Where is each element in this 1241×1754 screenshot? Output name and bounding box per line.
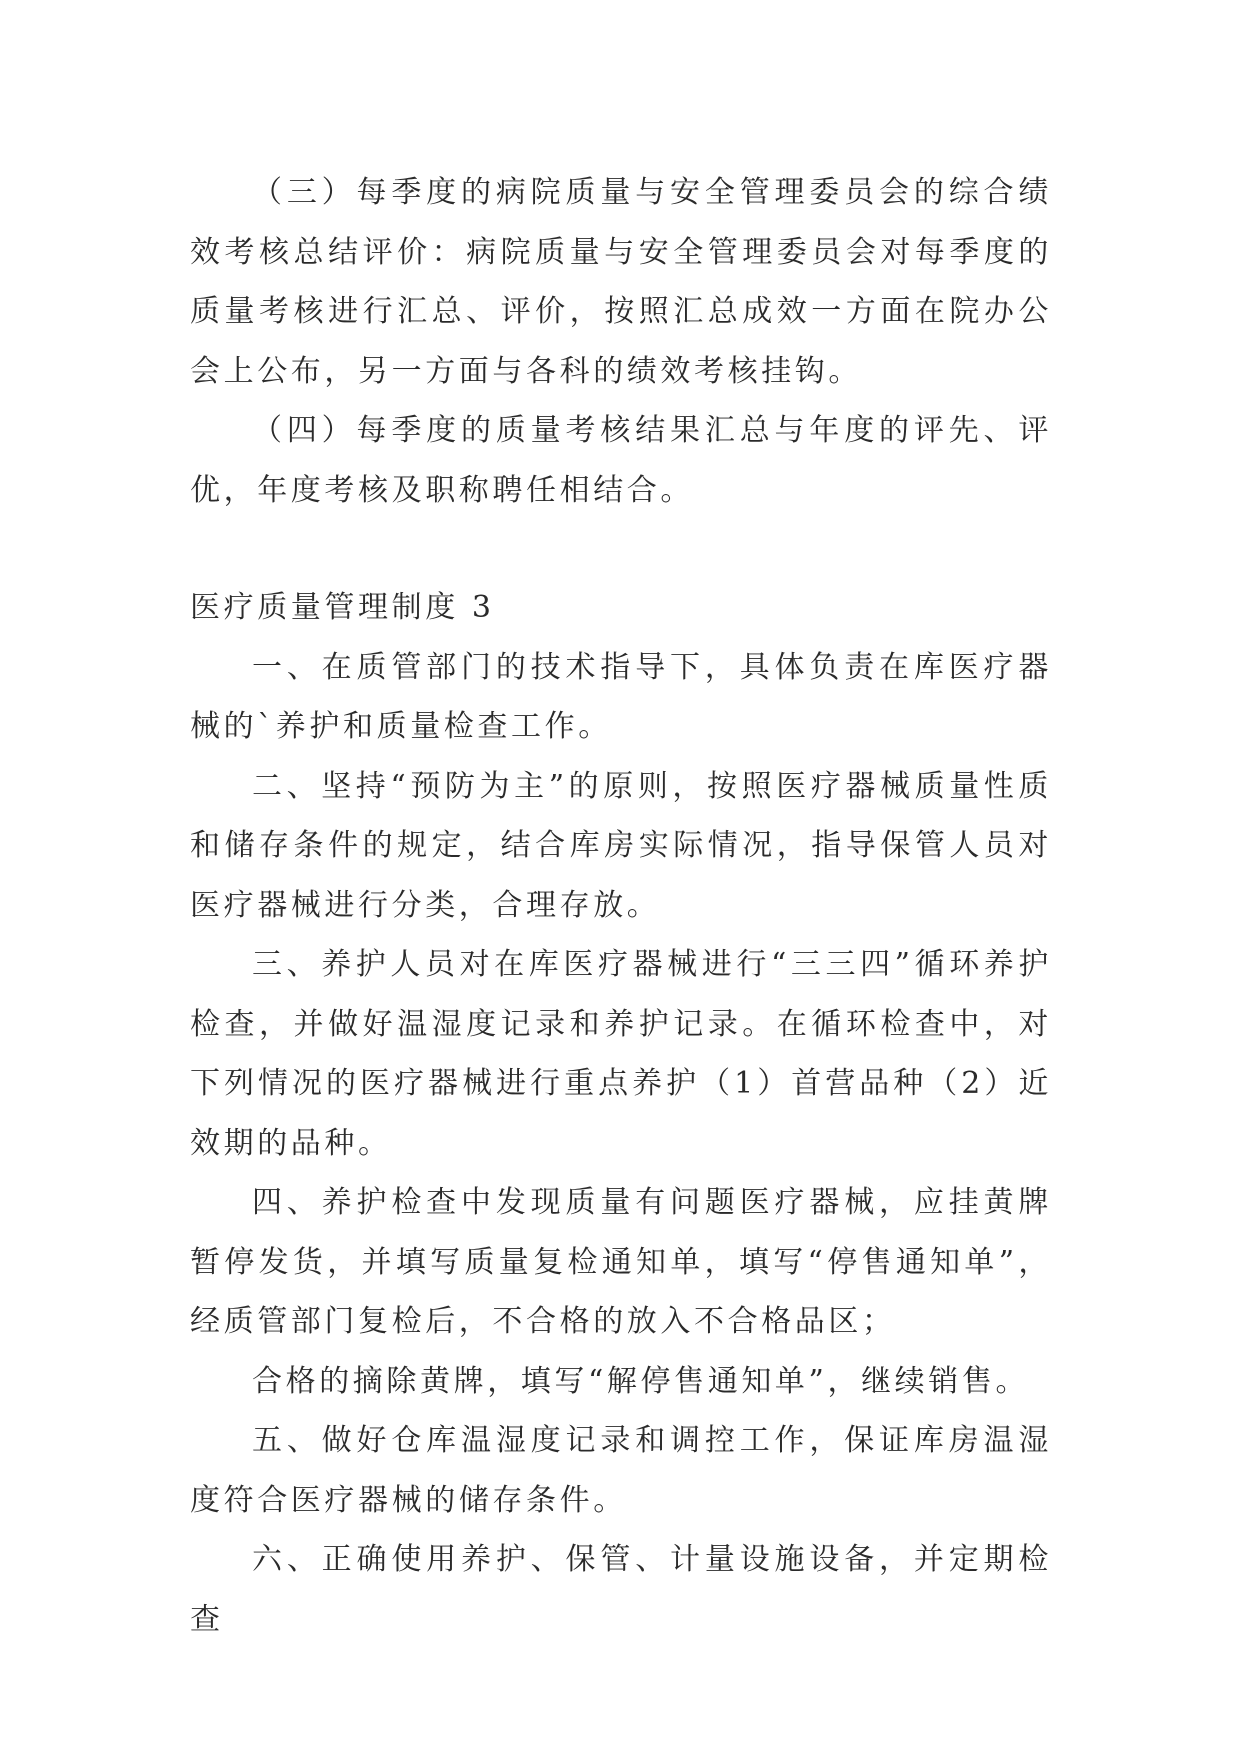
paragraph-item-four: 四、养护检查中发现质量有问题医疗器械，应挂黄牌暂停发货，并填写质量复检通知单，填写“停售通知单”，经质管部门复检后，不合格的放入不合格品区；	[190, 1185, 1052, 1339]
paragraph-item-two: 二、坚持“预防为主”的原则，按照医疗器械质量性质和储存条件的规定，结合库房实际情况，指导保管人员对医疗器械进行分类，合理存放。	[190, 768, 1052, 923]
section-gap	[190, 520, 1052, 578]
paragraph-item-six: 六、正确使用养护、保管、计量设施设备，并定期检查	[190, 1542, 1052, 1637]
paragraph-item-one: 一、在质管部门的技术指导下，具体负责在库医疗器械的`养护和质量检查工作。	[190, 649, 1052, 744]
paragraph-item-five: 五、做好仓库温湿度记录和调控工作，保证库房温湿度符合医疗器械的储存条件。	[190, 1423, 1052, 1518]
paragraph-item-four-continued: 合格的摘除黄牌，填写“解停售通知单”，继续销售。	[252, 1363, 1030, 1399]
paragraph-four-annual-assessment: （四）每季度的质量考核结果汇总与年度的评先、评优，年度考核及职称聘任相结合。	[190, 413, 1052, 508]
paragraph-three-quarterly-evaluation: （三）每季度的病院质量与安全管理委员会的综合绩效考核总结评价：病院质量与安全管理委员会对每季度的质量考核进行汇总、评价，按照汇总成效一方面在院办公会上公布，另一方面与各科的绩效考核挂钩。	[190, 175, 1052, 389]
section-heading: 医疗质量管理制度 3	[190, 590, 495, 625]
paragraph-item-three: 三、养护人员对在库医疗器械进行“三三四”循环养护检查，并做好温湿度记录和养护记录。在循环检查中，对下列情况的医疗器械进行重点养护（1）首营品种（2）近效期的品种。	[190, 947, 1052, 1161]
document-body	[190, 163, 1052, 1649]
